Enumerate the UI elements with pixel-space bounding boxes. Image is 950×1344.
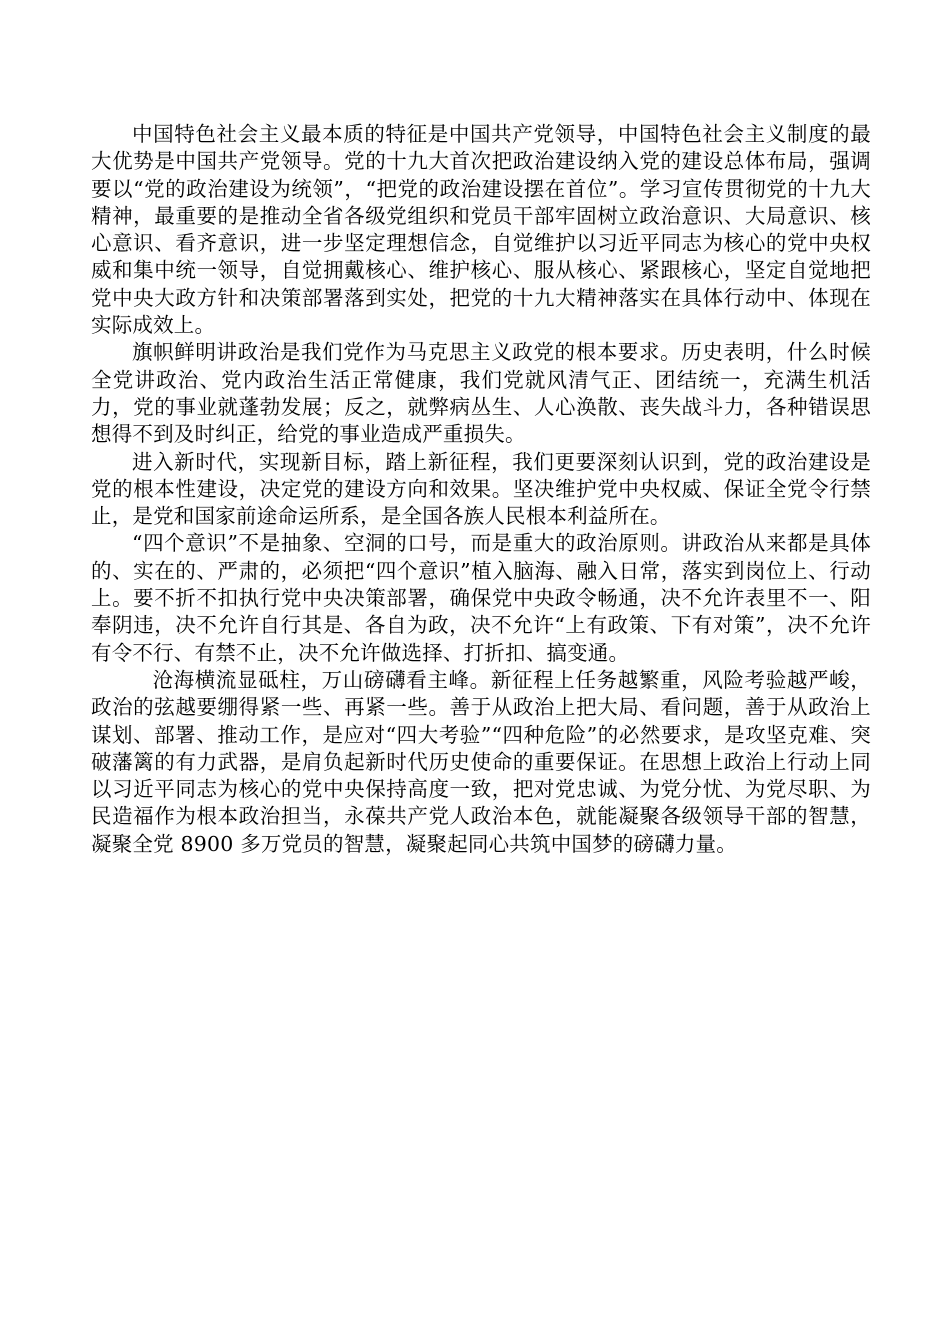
paragraph-2: 旗帜鲜明讲政治是我们党作为马克思主义政党的根本要求。历史表明，什么时候全党讲政治、党内政治生活正常健康，我们党就风清气正、团结统一，充满生机活力，党的事业就蓬勃发展；反之，就弊病丛生、人心涣散、丧失战斗力，各种错误思想得不到及时纠正，给党的事业造成严重损失。 — [91, 340, 871, 447]
document-body — [91, 121, 871, 858]
paragraph-4: “四个意识”不是抽象、空洞的口号，而是重大的政治原则。讲政治从来都是具体的、实在的、严肃的，必须把“四个意识”植入脑海、融入日常，落实到岗位上、行动上。要不折不扣执行党中央决策部署，确保党中央政令畅通，决不允许表里不一、阳奉阴违，决不允许自行其是、各自为政，决不允许“上有政策、下有对策”，决不允许有令不行、有禁不止，决不允许做选择、打折扣、搞变通。 — [91, 531, 871, 665]
paragraph-3: 进入新时代，实现新目标，踏上新征程，我们更要深刻认识到，党的政治建设是党的根本性建设，决定党的建设方向和效果。坚决维护党中央权威、保证全党令行禁止，是党和国家前途命运所系，是全国各族人民根本利益所在。 — [91, 449, 871, 529]
paragraph-5: 沧海横流显砥柱，万山磅礴看主峰。新征程上任务越繁重，风险考验越严峻，政治的弦越要绷得紧一些、再紧一些。善于从政治上把大局、看问题，善于从政治上谋划、部署、推动工作，是应对“四大考验”“四种危险”的必然要求，是攻坚克难、突破藩篱的有力武器，是肩负起新时代历史使命的重要保证。在思想上政治上行动上同以习近平同志为核心的党中央保持高度一致，把对党忠诚、为党分忧、为党尽职、为民造福作为根本政治担当，永葆共产党人政治本色，就能凝聚各级领导干部的智慧，凝聚全党 8900 多万党员的智慧，凝聚起同心共筑中国梦的磅礴力量。 — [91, 667, 871, 856]
paragraph-1: 中国特色社会主义最本质的特征是中国共产党领导，中国特色社会主义制度的最大优势是中国共产党领导。党的十九大首次把政治建设纳入党的建设总体布局，强调要以“党的政治建设为统领”，“把党的政治建设摆在首位”。学习宣传贯彻党的十九大精神，最重要的是推动全省各级党组织和党员干部牢固树立政治意识、大局意识、核心意识、看齐意识，进一步坚定理想信念，自觉维护以习近平同志为核心的党中央权威和集中统一领导，自觉拥戴核心、维护核心、服从核心、紧跟核心，坚定自觉地把党中央大政方针和决策部署落到实处，把党的十九大精神落实在具体行动中、体现在实际成效上。 — [91, 122, 871, 338]
